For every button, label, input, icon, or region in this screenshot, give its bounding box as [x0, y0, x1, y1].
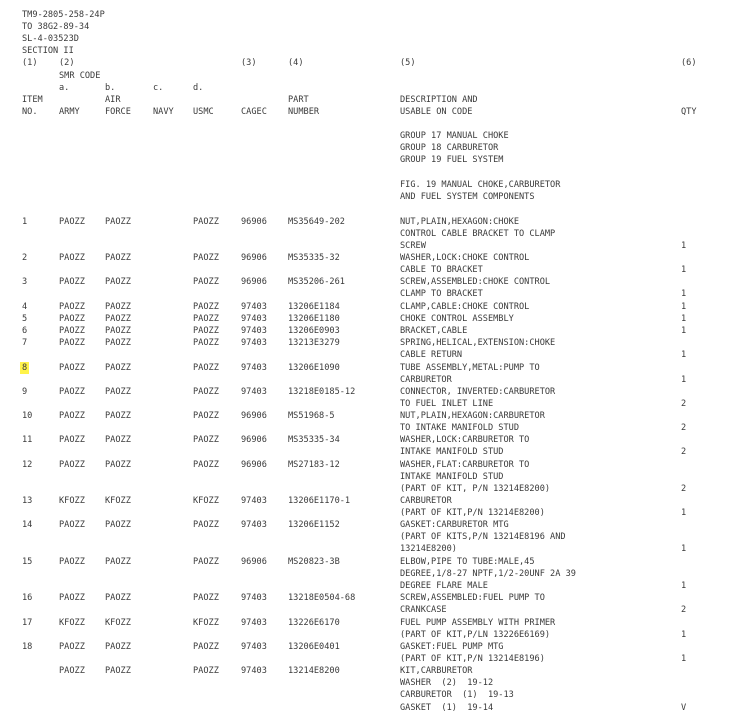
col-num: (4) — [288, 58, 304, 68]
group-label: GROUP 18 CARBURETOR — [400, 143, 499, 153]
item-number: 13 — [22, 496, 33, 506]
qty-value: 1 — [681, 289, 687, 300]
usmc-smr-code: PAOZZ — [193, 387, 219, 397]
cagec-code: 97403 — [241, 496, 267, 506]
description-line: NUT,PLAIN,HEXAGON:CARBURETOR — [400, 411, 545, 421]
description-line: INTAKE MANIFOLD STUD — [400, 472, 504, 483]
item-number: 8 — [22, 363, 28, 373]
sub-letter: b. — [105, 83, 116, 93]
description-line: WASHER,FLAT:CARBURETOR TO — [400, 460, 530, 470]
sub-letter: c. — [153, 83, 164, 93]
description-line: (PART OF KIT, P/N 13214E8200) — [400, 484, 551, 495]
smr-code-header: SMR CODE — [59, 71, 101, 81]
usmc-smr-code: PAOZZ — [193, 460, 219, 470]
qty-value: 1 — [681, 302, 687, 312]
air-header: AIR — [105, 95, 121, 105]
description-line: CARBURETOR (1) 19-13 — [400, 690, 514, 701]
item-number: 7 — [22, 338, 28, 348]
cagec-code: 96906 — [241, 435, 267, 445]
army-smr-code: PAOZZ — [59, 326, 85, 336]
army-smr-code: KFOZZ — [59, 618, 85, 628]
doc-id: SL-4-03523D — [22, 34, 79, 44]
description-line: CRANKCASE — [400, 605, 447, 616]
description-line: 13214E8200) — [400, 544, 457, 555]
usmc-smr-code: PAOZZ — [193, 302, 219, 312]
column-number-row — [0, 57, 737, 69]
item-number: 12 — [22, 460, 33, 470]
airforce-smr-code: PAOZZ — [105, 411, 131, 421]
description-line: WASHER (2) 19-12 — [400, 678, 494, 689]
cagec-code: 97403 — [241, 642, 267, 652]
doc-id-line — [0, 21, 737, 33]
qty-value: 1 — [681, 241, 687, 252]
qty-value: 1 — [681, 326, 687, 336]
airforce-smr-code: PAOZZ — [105, 338, 131, 348]
description-line: KIT,CARBURETOR — [400, 666, 473, 676]
qty-value: 1 — [681, 544, 687, 555]
part-number: MS35335-34 — [288, 435, 340, 445]
qty-value: 1 — [681, 375, 687, 386]
usmc-smr-code: PAOZZ — [193, 593, 219, 603]
airforce-smr-code: PAOZZ — [105, 520, 131, 530]
part-number: MS27183-12 — [288, 460, 340, 470]
item-number: 18 — [22, 642, 33, 652]
qty-value: 1 — [681, 630, 687, 641]
army-header: ARMY — [59, 107, 80, 117]
force-header: FORCE — [105, 107, 131, 117]
part-number: 13206E1184 — [288, 302, 340, 312]
army-smr-code: KFOZZ — [59, 496, 85, 506]
item-number: 10 — [22, 411, 33, 421]
col-num: (3) — [241, 58, 257, 68]
description-line: SCREW,ASSEMBLED:CHOKE CONTROL — [400, 277, 551, 287]
cagec-code: 97403 — [241, 618, 267, 628]
qty-value: 1 — [681, 654, 687, 665]
qty-value: 1 — [681, 581, 687, 592]
description-line: GASKET (1) 19-14 — [400, 702, 494, 713]
item-number: 9 — [22, 387, 28, 397]
description-line: BRACKET,CABLE — [400, 326, 468, 336]
qty-value: 1 — [681, 314, 687, 324]
part-number: 13218E0185-12 — [288, 387, 356, 397]
description-line: FUEL PUMP ASSEMBLY WITH PRIMER — [400, 618, 556, 628]
usmc-smr-code: PAOZZ — [193, 217, 219, 227]
description-line: CLAMP,CABLE:CHOKE CONTROL — [400, 302, 530, 312]
part-number: 13214E8200 — [288, 666, 340, 676]
qty-value: 2 — [681, 484, 687, 495]
sub-letter-row — [0, 82, 737, 94]
army-smr-code: PAOZZ — [59, 411, 85, 421]
group-line — [0, 154, 737, 166]
part-number: 13206E1090 — [288, 363, 340, 373]
army-smr-code: PAOZZ — [59, 460, 85, 470]
part-number: 13226E6170 — [288, 618, 340, 628]
description-line: SPRING,HELICAL,EXTENSION:CHOKE — [400, 338, 556, 348]
description-line: WASHER,LOCK:CARBURETOR TO — [400, 435, 530, 445]
description-line: (PART OF KIT,P/N 13214E8196) — [400, 654, 545, 665]
item-number: 1 — [22, 217, 28, 227]
description-header: DESCRIPTION AND — [400, 95, 478, 105]
description-line: INTAKE MANIFOLD STUD — [400, 447, 504, 458]
usmc-smr-code: PAOZZ — [193, 338, 219, 348]
usable-on-code-header: USABLE ON CODE — [400, 107, 473, 117]
part-number: 13213E3279 — [288, 338, 340, 348]
cagec-code: 97403 — [241, 520, 267, 530]
group-label: GROUP 19 FUEL SYSTEM — [400, 155, 504, 165]
army-smr-code: PAOZZ — [59, 277, 85, 287]
army-smr-code: PAOZZ — [59, 557, 85, 567]
part-number: MS35649-202 — [288, 217, 345, 227]
header-row-2 — [0, 106, 737, 118]
airforce-smr-code: PAOZZ — [105, 387, 131, 397]
qty-value: V — [681, 702, 687, 713]
qty-value: 2 — [681, 447, 687, 458]
usmc-smr-code: PAOZZ — [193, 435, 219, 445]
item-number: 17 — [22, 618, 33, 628]
qty-value: 1 — [681, 265, 687, 276]
cagec-code: 97403 — [241, 302, 267, 312]
usmc-smr-code: PAOZZ — [193, 411, 219, 421]
qty-value: 2 — [681, 399, 687, 410]
army-smr-code: PAOZZ — [59, 593, 85, 603]
part-number: 13206E1170-1 — [288, 496, 351, 506]
part-number: MS35335-32 — [288, 253, 340, 263]
doc-id-line — [0, 9, 737, 21]
description-line: SCREW — [400, 241, 426, 252]
figure-title: AND FUEL SYSTEM COMPONENTS — [400, 192, 535, 202]
usmc-smr-code: PAOZZ — [193, 253, 219, 263]
item-number: 11 — [22, 435, 33, 445]
airforce-smr-code: PAOZZ — [105, 593, 131, 603]
description-line: TO INTAKE MANIFOLD STUD — [400, 423, 519, 434]
cagec-code: 97403 — [241, 387, 267, 397]
section-title: SECTION II — [22, 46, 74, 56]
usmc-smr-code: KFOZZ — [193, 496, 219, 506]
airforce-smr-code: KFOZZ — [105, 496, 131, 506]
cagec-header: CAGEC — [241, 107, 267, 117]
cagec-code: 96906 — [241, 557, 267, 567]
army-smr-code: PAOZZ — [59, 642, 85, 652]
description-line: CONNECTOR, INVERTED:CARBURETOR — [400, 387, 556, 397]
description-line: CLAMP TO BRACKET — [400, 289, 483, 300]
part-number: MS35206-261 — [288, 277, 345, 287]
section-line — [0, 45, 737, 57]
qty-header: QTY — [681, 107, 697, 117]
cagec-code: 97403 — [241, 314, 267, 324]
item-number: 2 — [22, 253, 28, 263]
army-smr-code: PAOZZ — [59, 338, 85, 348]
cagec-code: 97403 — [241, 666, 267, 676]
description-line: DEGREE FLARE MALE — [400, 581, 488, 592]
army-smr-code: PAOZZ — [59, 520, 85, 530]
army-smr-code: PAOZZ — [59, 314, 85, 324]
cagec-code: 97403 — [241, 338, 267, 348]
qty-value: 1 — [681, 508, 687, 519]
part-number: 13206E1180 — [288, 314, 340, 324]
usmc-smr-code: PAOZZ — [193, 314, 219, 324]
army-smr-code: PAOZZ — [59, 387, 85, 397]
col-num: (2) — [59, 58, 75, 68]
description-line: CARBURETOR — [400, 375, 452, 386]
col-num: (1) — [22, 58, 38, 68]
description-line: (PART OF KITS,P/N 13214E8196 AND — [400, 532, 566, 543]
airforce-smr-code: PAOZZ — [105, 253, 131, 263]
usmc-smr-code: PAOZZ — [193, 326, 219, 336]
cagec-code: 96906 — [241, 253, 267, 263]
part-number: MS51968-5 — [288, 411, 335, 421]
doc-id: TO 38G2-89-34 — [22, 22, 90, 32]
figure-title-line — [0, 191, 737, 203]
no-header: NO. — [22, 107, 38, 117]
description-line: (PART OF KIT,P/N 13214E8200) — [400, 508, 545, 519]
airforce-smr-code: PAOZZ — [105, 460, 131, 470]
airforce-smr-code: KFOZZ — [105, 618, 131, 628]
item-number: 15 — [22, 557, 33, 567]
airforce-smr-code: PAOZZ — [105, 302, 131, 312]
col-num: (6) — [681, 58, 697, 68]
airforce-smr-code: PAOZZ — [105, 557, 131, 567]
description-line: DEGREE,1/8-27 NPTF,1/2-20UNF 2A 39 — [400, 569, 576, 580]
army-smr-code: PAOZZ — [59, 666, 85, 676]
sub-letter: a. — [59, 83, 70, 93]
description-line: GASKET:CARBURETOR MTG — [400, 520, 509, 530]
qty-value: 1 — [681, 350, 687, 361]
usmc-smr-code: PAOZZ — [193, 520, 219, 530]
usmc-smr-code: PAOZZ — [193, 277, 219, 287]
item-number: 5 — [22, 314, 28, 324]
number-header: NUMBER — [288, 107, 320, 117]
group-line — [0, 142, 737, 154]
description-line: WASHER,LOCK:CHOKE CONTROL — [400, 253, 530, 263]
army-smr-code: PAOZZ — [59, 363, 85, 373]
description-line: SCREW,ASSEMBLED:FUEL PUMP TO — [400, 593, 545, 603]
cagec-code: 96906 — [241, 460, 267, 470]
usmc-header: USMC — [193, 107, 214, 117]
item-number: 3 — [22, 277, 28, 287]
usmc-smr-code: PAOZZ — [193, 557, 219, 567]
army-smr-code: PAOZZ — [59, 253, 85, 263]
sub-letter: d. — [193, 83, 204, 93]
airforce-smr-code: PAOZZ — [105, 435, 131, 445]
part-number: 13218E0504-68 — [288, 593, 356, 603]
description-line: GASKET:FUEL PUMP MTG — [400, 642, 504, 652]
airforce-smr-code: PAOZZ — [105, 363, 131, 373]
description-line: CONTROL CABLE BRACKET TO CLAMP — [400, 229, 556, 240]
airforce-smr-code: PAOZZ — [105, 314, 131, 324]
header-row-1 — [0, 94, 737, 106]
description-line: (PART OF KIT,P/LN 13226E6169) — [400, 630, 551, 641]
item-header: ITEM — [22, 95, 43, 105]
description-line: NUT,PLAIN,HEXAGON:CHOKE — [400, 217, 519, 227]
usmc-smr-code: KFOZZ — [193, 618, 219, 628]
part-number: MS20823-3B — [288, 557, 340, 567]
usmc-smr-code: PAOZZ — [193, 642, 219, 652]
cagec-code: 96906 — [241, 217, 267, 227]
airforce-smr-code: PAOZZ — [105, 217, 131, 227]
group-line — [0, 130, 737, 142]
cagec-code: 96906 — [241, 411, 267, 421]
figure-title: FIG. 19 MANUAL CHOKE,CARBURETOR — [400, 180, 561, 190]
col-num: (5) — [400, 58, 416, 68]
qty-value: 2 — [681, 423, 687, 434]
group-label: GROUP 17 MANUAL CHOKE — [400, 131, 509, 141]
army-smr-code: PAOZZ — [59, 217, 85, 227]
description-line: TUBE ASSEMBLY,METAL:PUMP TO — [400, 363, 540, 373]
doc-id: TM9-2805-258-24P — [22, 10, 105, 20]
item-number: 6 — [22, 326, 28, 336]
airforce-smr-code: PAOZZ — [105, 277, 131, 287]
cagec-code: 96906 — [241, 277, 267, 287]
navy-header: NAVY — [153, 107, 174, 117]
part-header: PART — [288, 95, 309, 105]
airforce-smr-code: PAOZZ — [105, 326, 131, 336]
description-line: CABLE RETURN — [400, 350, 463, 361]
cagec-code: 97403 — [241, 326, 267, 336]
airforce-smr-code: PAOZZ — [105, 666, 131, 676]
smr-code-row — [0, 70, 737, 82]
figure-title-line — [0, 179, 737, 191]
cagec-code: 97403 — [241, 593, 267, 603]
army-smr-code: PAOZZ — [59, 302, 85, 312]
cagec-code: 97403 — [241, 363, 267, 373]
description-line: CHOKE CONTROL ASSEMBLY — [400, 314, 514, 324]
usmc-smr-code: PAOZZ — [193, 666, 219, 676]
qty-value: 2 — [681, 605, 687, 616]
description-line: ELBOW,PIPE TO TUBE:MALE,45 — [400, 557, 535, 567]
description-line: TO FUEL INLET LINE — [400, 399, 494, 410]
part-number: 13206E0401 — [288, 642, 340, 652]
army-smr-code: PAOZZ — [59, 435, 85, 445]
part-number: 13206E0903 — [288, 326, 340, 336]
usmc-smr-code: PAOZZ — [193, 363, 219, 373]
description-line: CABLE TO BRACKET — [400, 265, 483, 276]
description-line: CARBURETOR — [400, 496, 452, 506]
airforce-smr-code: PAOZZ — [105, 642, 131, 652]
part-number: 13206E1152 — [288, 520, 340, 530]
doc-id-line — [0, 33, 737, 45]
item-number: 14 — [22, 520, 33, 530]
item-number: 4 — [22, 302, 28, 312]
item-number: 16 — [22, 593, 33, 603]
